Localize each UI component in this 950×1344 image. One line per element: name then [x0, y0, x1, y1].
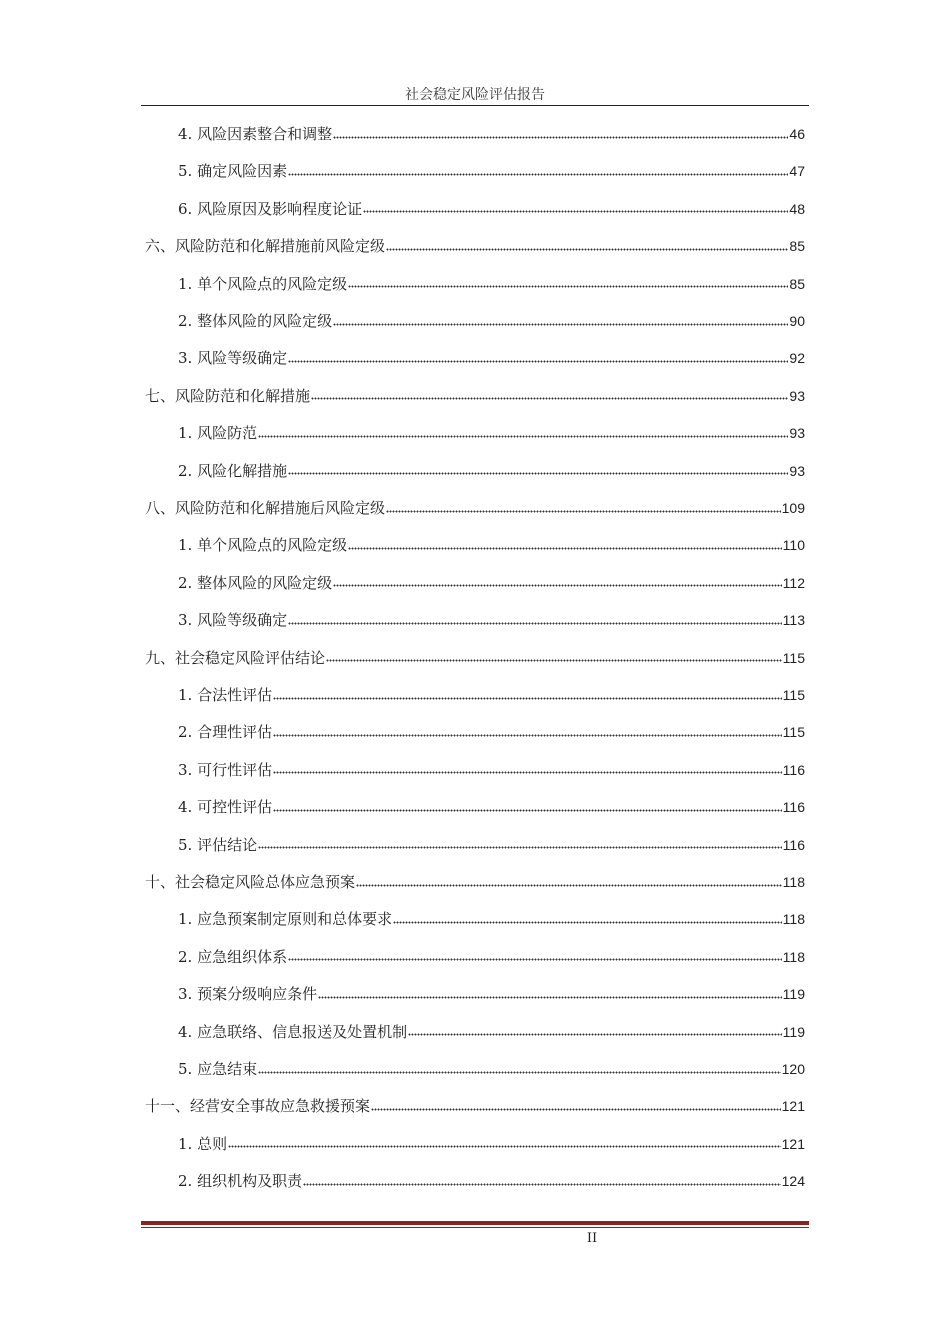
toc-entry-label: 2. 风险化解措施	[178, 461, 288, 480]
toc-entry[interactable]	[178, 714, 805, 750]
toc-entry[interactable]	[145, 864, 805, 900]
dot-leader	[386, 509, 781, 513]
toc-entry-label: 2. 组织机构及职责	[178, 1172, 303, 1191]
dot-leader	[273, 771, 782, 775]
footer-divider-thick	[141, 1221, 809, 1225]
toc-entry-label: 1. 合法性评估	[178, 686, 273, 704]
toc-entry[interactable]	[178, 939, 805, 975]
toc-entry[interactable]	[178, 153, 805, 189]
dot-leader	[333, 322, 788, 326]
toc-entry-label: 1. 单个风险点的风险定级	[178, 274, 348, 293]
toc-entry-page: 85	[789, 238, 805, 255]
toc-entry[interactable]	[178, 901, 805, 937]
toc-entry[interactable]	[178, 1051, 805, 1087]
toc-entry-page: 121	[781, 1098, 805, 1115]
toc-entry-page: 46	[789, 126, 805, 142]
toc-entry-page: 118	[782, 874, 805, 890]
toc-entry-page: 119	[782, 1023, 805, 1040]
toc-entry[interactable]	[145, 228, 805, 264]
dot-leader	[371, 1107, 781, 1111]
toc-entry-label: 3. 预案分级响应条件	[178, 985, 318, 1004]
dot-leader	[348, 546, 782, 550]
toc-entry-page: 116	[782, 836, 805, 853]
toc-entry[interactable]	[145, 640, 805, 676]
toc-entry-label: 九、社会稳定风险评估结论	[145, 648, 326, 667]
toc-entry[interactable]	[178, 340, 805, 376]
toc-entry-label: 4. 可控性评估	[178, 798, 273, 817]
toc-entry-label: 1. 总则	[178, 1134, 228, 1153]
dot-leader	[326, 659, 782, 663]
toc-entry-page: 93	[789, 425, 805, 442]
header-divider	[141, 105, 809, 106]
toc-entry[interactable]	[178, 976, 805, 1012]
dot-leader	[228, 1145, 781, 1149]
toc-entry-label: 6. 风险原因及影响程度论证	[178, 199, 363, 218]
dot-leader	[408, 1033, 782, 1037]
dot-leader	[318, 995, 782, 999]
dot-leader	[273, 733, 782, 737]
running-header-title: 社会稳定风险评估报告	[405, 87, 545, 103]
toc-entry-label: 2. 整体风险的风险定级	[178, 573, 333, 592]
toc-entry-page: 115	[782, 724, 805, 741]
toc-entry-label: 2. 整体风险的风险定级	[178, 312, 333, 330]
dot-leader	[348, 285, 788, 289]
toc-entry[interactable]	[178, 565, 805, 601]
dot-leader	[288, 172, 788, 176]
toc-entry-page: 93	[789, 387, 805, 404]
toc-entry-page: 93	[789, 462, 805, 479]
toc-entry[interactable]	[178, 602, 805, 638]
toc-entry-page: 112	[782, 574, 805, 591]
dot-leader	[386, 247, 788, 251]
toc-entry-page: 109	[781, 500, 805, 516]
toc-entry-page: 92	[789, 350, 805, 367]
toc-entry-label: 5. 应急结束	[178, 1060, 258, 1078]
toc-entry-page: 119	[782, 986, 805, 1003]
toc-entry-label: 3. 风险等级确定	[178, 349, 288, 368]
dot-leader	[258, 434, 788, 438]
dot-leader	[258, 846, 782, 850]
toc-entry-label: 4. 应急联络、信息报送及处置机制	[178, 1022, 408, 1041]
dot-leader	[273, 808, 782, 812]
toc-entry-label: 3. 风险等级确定	[178, 611, 288, 630]
dot-leader	[288, 621, 782, 625]
dot-leader	[356, 883, 782, 887]
toc-entry-page: 47	[789, 163, 805, 180]
toc-entry-page: 115	[782, 649, 805, 666]
toc-entry-label: 六、风险防范和化解措施前风险定级	[145, 237, 386, 256]
toc-entry-page: 113	[782, 612, 805, 629]
toc-entry-page: 115	[782, 687, 805, 703]
dot-leader	[288, 958, 782, 962]
toc-entry[interactable]	[178, 303, 805, 339]
toc-entry-page: 110	[782, 537, 805, 554]
toc-entry-label: 1. 单个风险点的风险定级	[178, 536, 348, 555]
toc-entry-label: 十一、经营安全事故应急救援预案	[145, 1097, 371, 1116]
dot-leader	[273, 696, 782, 700]
dot-leader	[288, 472, 788, 476]
toc-entry-page: 118	[782, 948, 805, 965]
toc-entry[interactable]	[178, 266, 805, 302]
toc-entry-page: 116	[782, 761, 805, 778]
toc-entry-label: 八、风险防范和化解措施后风险定级	[145, 499, 386, 517]
toc-entry[interactable]	[178, 527, 805, 563]
toc-entry-label: 七、风险防范和化解措施	[145, 386, 311, 405]
dot-leader	[303, 1182, 781, 1186]
toc-entry[interactable]	[145, 378, 805, 414]
toc-entry-page: 120	[781, 1061, 805, 1077]
dot-leader	[393, 920, 782, 924]
toc-entry-label: 2. 合理性评估	[178, 723, 273, 742]
toc-entry[interactable]	[178, 415, 805, 451]
toc-entry-label: 1. 应急预案制定原则和总体要求	[178, 910, 393, 929]
toc-entry-page: 116	[782, 799, 805, 816]
toc-entry[interactable]	[178, 752, 805, 788]
dot-leader	[363, 210, 788, 214]
toc-entry-page: 118	[782, 911, 805, 928]
toc-entry-label: 5. 评估结论	[178, 835, 258, 854]
footer-divider-thin	[141, 1227, 809, 1228]
page-number: II	[586, 1231, 598, 1246]
dot-leader	[258, 1070, 781, 1074]
toc-entry-label: 3. 可行性评估	[178, 760, 273, 779]
toc-entry-label: 4. 风险因素整合和调整	[178, 125, 333, 143]
toc-entry-page: 90	[789, 313, 805, 329]
toc-entry[interactable]	[178, 1014, 805, 1050]
toc-entry-label: 2. 应急组织体系	[178, 947, 288, 966]
toc-entry[interactable]	[145, 1088, 805, 1124]
toc-entry-label: 十、社会稳定风险总体应急预案	[145, 873, 356, 891]
dot-leader	[311, 397, 788, 401]
toc-entry[interactable]	[178, 1163, 805, 1199]
toc-entry-page: 124	[781, 1173, 805, 1190]
toc-entry[interactable]	[178, 191, 805, 227]
toc-entry-label: 1. 风险防范	[178, 424, 258, 443]
toc-entry-page: 85	[789, 275, 805, 292]
toc-entry[interactable]	[178, 677, 805, 713]
toc-entry-label: 5. 确定风险因素	[178, 162, 288, 181]
toc-entry[interactable]	[178, 116, 805, 152]
toc-entry[interactable]	[145, 490, 805, 526]
toc-entry-page: 121	[781, 1135, 805, 1152]
toc-entry[interactable]	[178, 1126, 805, 1162]
toc-entry[interactable]	[178, 453, 805, 489]
dot-leader	[333, 584, 782, 588]
toc-entry[interactable]	[178, 827, 805, 863]
dot-leader	[333, 135, 788, 139]
toc-entry[interactable]	[178, 789, 805, 825]
toc-entry-page: 48	[789, 200, 805, 217]
dot-leader	[288, 359, 788, 363]
